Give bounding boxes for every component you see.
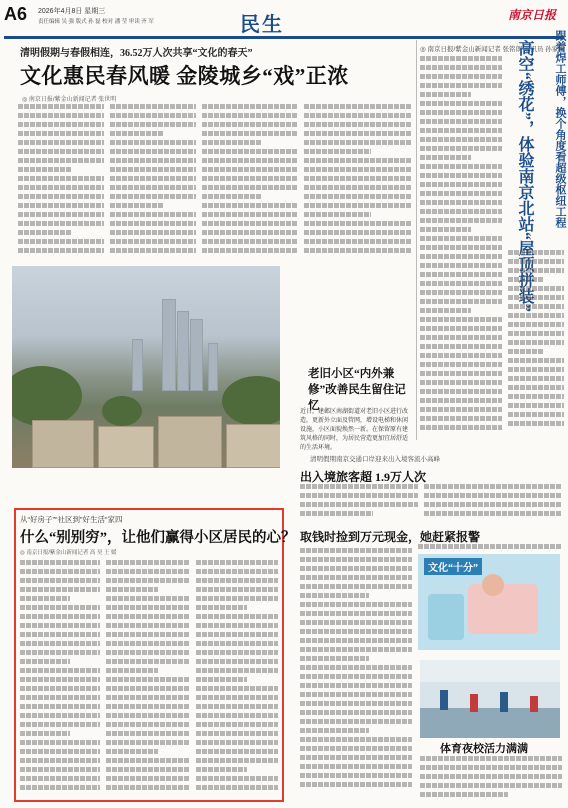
page-number: A6 (4, 4, 28, 24)
story5-lead (418, 652, 562, 658)
story1-body-col1 (18, 104, 104, 262)
photo-caption-title: 老旧小区“内外兼修”改善民生留住记忆 (308, 368, 406, 412)
culture-banner-photo (418, 554, 560, 650)
photo-caption-text: 近日，建邺区南湖街道对老旧小区进行改造，更新外立面及管网，增设电梯和休闲设施，小区面貌焕然一新。在保留原有建筑风格的同时，为居民营造更加宜居舒适的生活环境。 (300, 409, 409, 451)
story4-body-col1 (20, 560, 100, 796)
story4-kicker: 从“好房子”“社区到”好生活“家四 (20, 515, 123, 524)
story1-byline: ◎ 南京日报/紫金山新闻记者 张世明 (22, 97, 117, 103)
sports-night-school-photo (420, 660, 560, 738)
story5-body (420, 756, 562, 802)
story3-body (300, 548, 412, 800)
right-vertical-headline-sub: 跟着焊工师傅，换个角度看超级枢纽工程 (554, 30, 566, 228)
story2-body-b (424, 484, 562, 524)
story3-headline: 取钱时捡到万元现金，她赶紧报警 (300, 530, 481, 544)
header-rule-thin (4, 38, 564, 39)
residential-area-photo (12, 266, 280, 468)
story1-body-col2 (110, 104, 196, 262)
story3-body-b (418, 544, 562, 554)
date-line: 2026年4月8日 星期三 (38, 8, 106, 15)
story1-kicker: 清明假期与春假相连，36.52万人次共享“文化的春天” (20, 48, 253, 59)
story4-headline: 什么“别别穷”，让他们赢得小区居民的心？ (20, 530, 296, 546)
story1-body-col3 (202, 104, 298, 262)
story1-headline: 文化惠民春风暖 金陵城乡“戏”正浓 (20, 64, 349, 88)
story4-byline: ◎ 南京日报/紫金山新闻记者 高 昊 王 媛 (20, 550, 117, 556)
right-vertical-headline: 高空“绣花”，体验南京北站“屋顶拼装” (516, 40, 533, 312)
masthead-logo: 南京日报 (508, 8, 557, 22)
story1-body-col4 (304, 104, 412, 262)
story2-kicker: 清明假期南京交通口岸迎来出入境客流小高峰 (310, 456, 440, 463)
story2-body (300, 484, 418, 524)
story4-body-col3 (196, 560, 278, 796)
right-body-col (420, 56, 502, 436)
banner-label: 文化“十分” (424, 558, 482, 575)
right-body-col2 (508, 250, 564, 436)
story4-body-col2 (106, 560, 190, 796)
story2-headline: 出入境旅客超 1.9万人次 (300, 470, 427, 484)
editors-line: 责任编辑 吴 强 版式 孙 磊 校对 潘 莹 审读 齐 军 (38, 19, 154, 25)
column-divider (416, 40, 417, 440)
story5-headline: 体育夜校活力满满 (440, 743, 528, 755)
right-kicker: ◎ 南京日报/紫金山新闻记者 张铭朗 通讯员 孙家悦 (420, 46, 565, 53)
section-title: 民生 (240, 14, 284, 36)
